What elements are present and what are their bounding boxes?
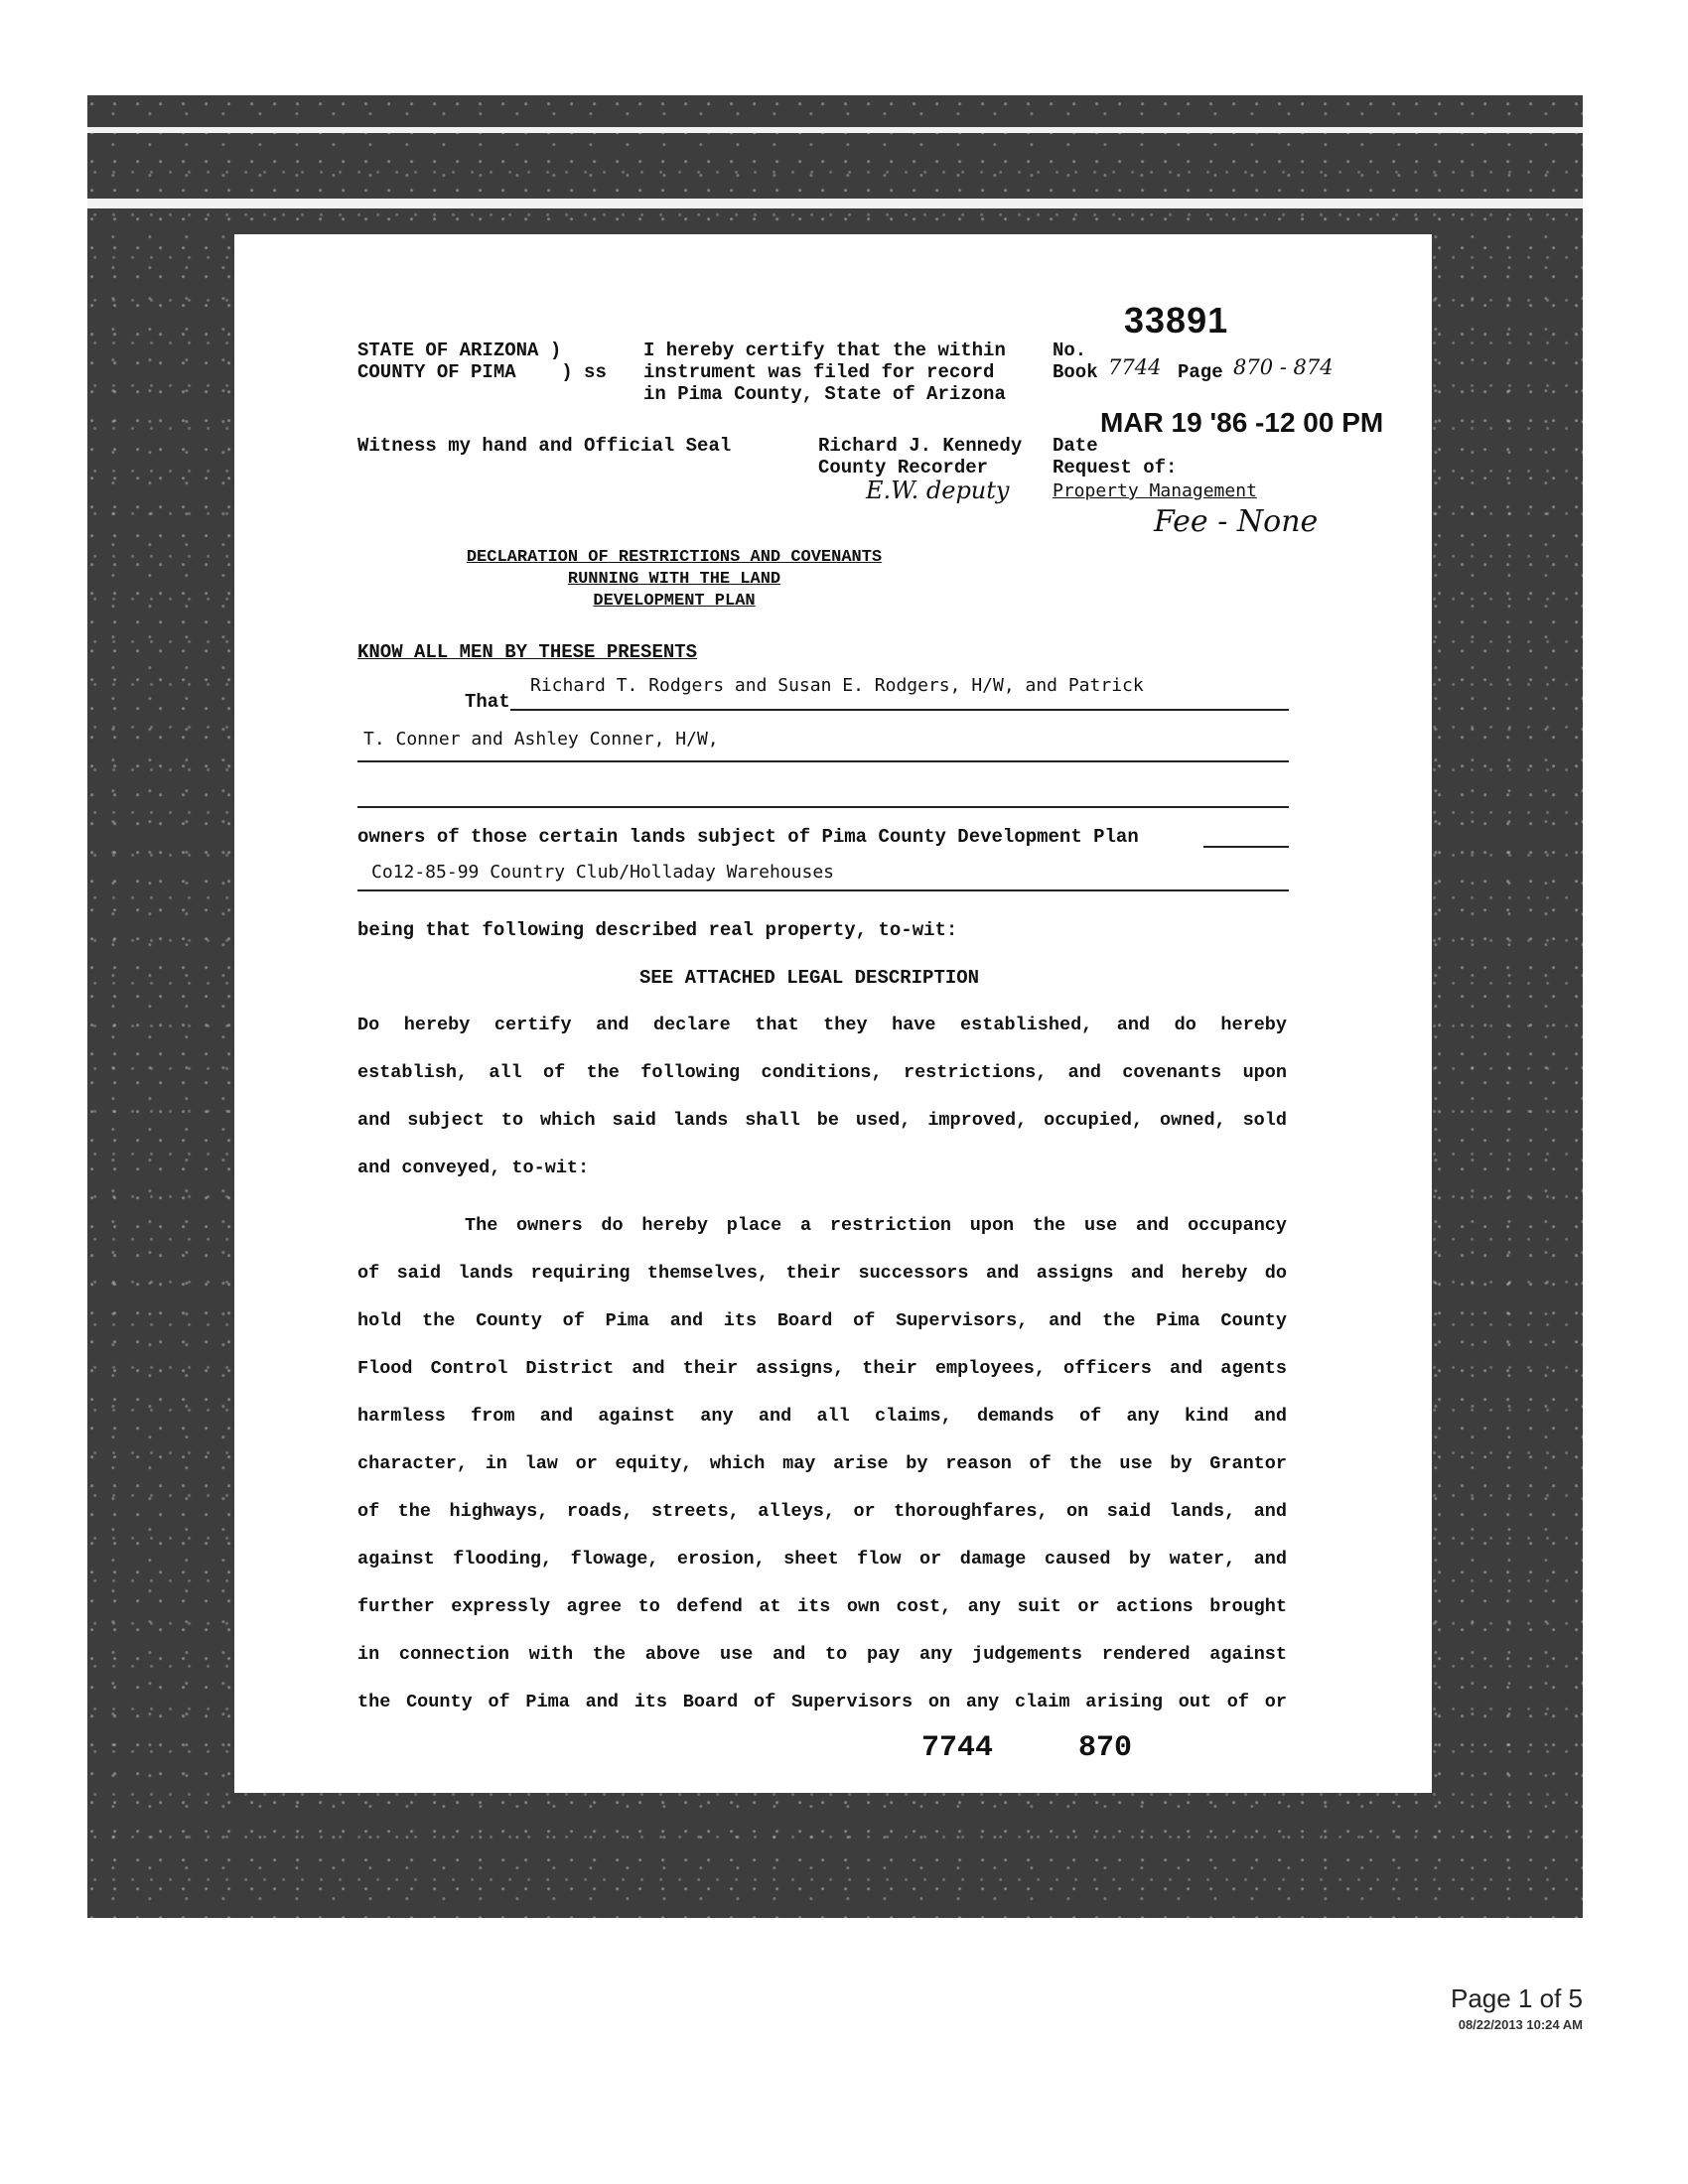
title-line-1: DECLARATION OF RESTRICTIONS AND COVENANTS — [466, 548, 883, 567]
paragraph-line: character, in law or equity, which may arise by reason of the use by Grantor — [357, 1453, 1287, 1474]
paragraph-line: in connection with the above use and to pay any judgements rendered against — [357, 1644, 1287, 1665]
scan-border-stripe — [87, 127, 1583, 133]
witness-line: Witness my hand and Official Seal — [357, 435, 732, 457]
fill-line — [357, 760, 1289, 762]
document-page — [234, 234, 1432, 1793]
bottom-book-number: 7744 — [921, 1731, 994, 1765]
county-line: COUNTY OF PIMA ) ss — [357, 361, 607, 383]
fill-line — [357, 889, 1289, 891]
state-line: STATE OF ARIZONA ) — [357, 340, 562, 361]
scan-border-stripe — [87, 199, 1583, 208]
owners-line-1: Richard T. Rodgers and Susan E. Rodgers, H/W, and Patrick — [530, 675, 1144, 696]
request-value: Property Management — [1053, 480, 1257, 501]
paragraph-line: and conveyed, to-wit: — [357, 1158, 590, 1178]
title-line-2: RUNNING WITH THE LAND — [567, 570, 781, 589]
document-number: 33891 — [1124, 300, 1229, 341]
recorder-signature: E.W. deputy — [866, 477, 1010, 504]
request-label: Request of: — [1053, 457, 1178, 478]
fee-note: Fee - None — [1154, 504, 1319, 539]
attached-description: SEE ATTACHED LEGAL DESCRIPTION — [639, 967, 980, 989]
paragraph-line: and subject to which said lands shall be used, improved, occupied, owned, sold — [357, 1110, 1287, 1131]
that-label: That — [465, 691, 510, 713]
certify-line-3: in Pima County, State of Arizona — [643, 383, 1006, 405]
page-label: Page — [1178, 361, 1223, 383]
property-line: being that following described real property, to-wit: — [357, 919, 958, 941]
fill-line — [1203, 846, 1289, 848]
paragraph-line: The owners do hereby place a restriction upon the use and occupancy — [465, 1215, 1287, 1236]
page-value: 870 - 874 — [1233, 355, 1334, 379]
book-value: 7744 — [1108, 355, 1162, 379]
bottom-page-number: 870 — [1078, 1731, 1133, 1765]
print-timestamp: 08/22/2013 10:24 AM — [1458, 2017, 1583, 2032]
fill-line — [510, 709, 1289, 711]
date-label: Date — [1053, 435, 1098, 457]
paragraph-line: hold the County of Pima and its Board of Supervisors, and the Pima County — [357, 1310, 1287, 1331]
fill-line — [357, 806, 1289, 808]
recorder-title: County Recorder — [818, 457, 989, 478]
date-stamp: MAR 19 '86 -12 00 PM — [1100, 407, 1384, 438]
owners-line-2: T. Conner and Ashley Conner, H/W, — [363, 729, 719, 750]
number-label: No. — [1053, 340, 1087, 361]
paragraph-line: Flood Control District and their assigns, their employees, officers and agents — [357, 1358, 1287, 1379]
subject-line: owners of those certain lands subject of Pima County Development Plan — [357, 826, 1139, 848]
paragraph-line: of the highways, roads, streets, alleys, or thoroughfares, on said lands, and — [357, 1501, 1287, 1522]
title-line-3: DEVELOPMENT PLAN — [593, 592, 756, 611]
plan-value: Co12-85-99 Country Club/Holladay Warehouses — [371, 862, 834, 883]
paragraph-line: of said lands requiring themselves, their successors and assigns and hereby do — [357, 1263, 1287, 1284]
page-indicator: Page 1 of 5 — [1451, 1983, 1583, 2013]
paragraph-line: the County of Pima and its Board of Supervisors on any claim arising out of or — [357, 1692, 1287, 1712]
paragraph-line: further expressly agree to defend at its own cost, any suit or actions brought — [357, 1596, 1287, 1617]
recorder-name: Richard J. Kennedy — [818, 435, 1023, 457]
paragraph-line: against flooding, flowage, erosion, sheet flow or damage caused by water, and — [357, 1549, 1287, 1570]
paragraph-line: harmless from and against any and all claims, demands of any kind and — [357, 1406, 1287, 1427]
paragraph-line: Do hereby certify and declare that they have established, and do hereby — [357, 1015, 1287, 1035]
preamble-heading: KNOW ALL MEN BY THESE PRESENTS — [357, 641, 698, 663]
paragraph-line: establish, all of the following conditions, restrictions, and covenants upon — [357, 1062, 1287, 1083]
certify-line-1: I hereby certify that the within — [643, 340, 1006, 361]
book-label: Book — [1053, 361, 1098, 383]
certify-line-2: instrument was filed for record — [643, 361, 995, 383]
